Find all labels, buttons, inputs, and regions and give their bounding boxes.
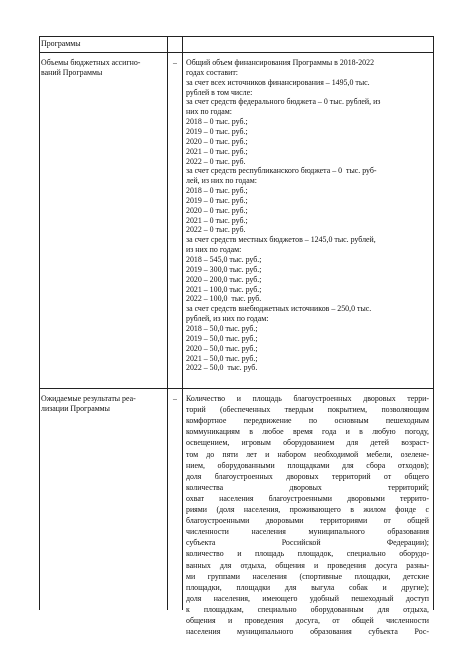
budget-text-line: 2018 – 50,0 тыс. руб.; <box>186 323 258 333</box>
program-passport-table <box>39 36 433 637</box>
budget-text-line: 2020 – 50,0 тыс. руб.; <box>186 343 258 353</box>
budget-text-line: Общий объем финансирования Программы в 2018-2022 <box>186 58 375 67</box>
budget-text-line: лей, из них по годам: <box>186 176 257 186</box>
results-text-line: количества дворовых территорий; <box>186 482 429 492</box>
budget-text-line: 2022 – 0 тыс. руб. <box>186 156 246 166</box>
budget-text-line: них по годам: <box>186 107 232 117</box>
budget-text-line: 2019 – 0 тыс. руб.; <box>186 126 248 136</box>
results-label-line-2: лизации Программы <box>41 403 110 413</box>
budget-text-line: 2019 – 0 тыс. руб.; <box>186 195 248 205</box>
results-label-line-1: Ожидаемые результаты реа- <box>41 394 136 403</box>
budget-text-line: за счет всех источников финансирования – 1495,0 тыс. <box>186 77 370 87</box>
budget-text-line: 2021 – 0 тыс. руб.; <box>186 146 248 156</box>
results-text-line: общения и проведения досуга, от общей численности <box>186 616 429 625</box>
budget-text-line: 2019 – 300,0 тыс. руб.; <box>186 264 262 274</box>
budget-text-line: 2019 – 50,0 тыс. руб.; <box>186 333 258 343</box>
results-text-line: к площадкам, специально оборудованным для отдыха, <box>186 604 429 614</box>
results-text-line: том до пяти лет и набором необходимой мебели, озелене- <box>186 449 429 459</box>
row1-label: Программы <box>41 39 81 48</box>
results-text-line: ми группами населения (спортивные площадки, детские <box>186 571 429 581</box>
table-border-left <box>39 36 40 610</box>
budget-text-line: за счет средств республиканского бюджета – 0 тыс. руб- <box>186 166 377 176</box>
results-text-line: количество и площадь площадок, специально оборудо- <box>186 549 429 559</box>
budget-text-line: 2022 – 50,0 тыс. руб. <box>186 363 258 373</box>
results-text-line: доля населения, имеющего удобный пешеходный доступ <box>186 593 429 603</box>
row-divider-2 <box>39 388 433 389</box>
results-text-line: Количество и площадь благоустроенных дворовых терри- <box>186 394 429 403</box>
budget-dash: – <box>173 58 177 67</box>
column-divider-dash <box>182 36 183 610</box>
budget-text-line: за счет средств внебюджетных источников – 250,0 тыс. <box>186 304 372 314</box>
budget-label-line-2: ваний Программы <box>41 67 103 77</box>
budget-text-line: 2021 – 50,0 тыс. руб.; <box>186 353 258 363</box>
results-text-line: нием, оборудованными площадками для сбора отходов); <box>186 460 429 470</box>
results-text-line: риями (доля населения, проживающего в жилом фонде с <box>186 505 429 514</box>
results-text-line: охват населения благоустроенными дворовыми террито- <box>186 493 429 503</box>
budget-text-line: 2021 – 100,0 тыс. руб.; <box>186 284 262 294</box>
results-text-line: численности населения муниципального образования <box>186 527 429 537</box>
budget-text-line: рублей, из них по годам: <box>186 314 269 324</box>
budget-text-line: годах составит: <box>186 67 238 77</box>
results-text-line: субъекта Российской Федерации); <box>186 538 429 548</box>
results-text-line: торий (обеспеченных твердым покрытием, позволяющим <box>186 405 429 415</box>
results-text-line: комфортное передвижение по основным пешеходным <box>186 416 429 426</box>
table-border-right <box>433 36 434 610</box>
budget-text-line: 2018 – 545,0 тыс. руб.; <box>186 255 262 264</box>
budget-text-line: 2018 – 0 тыс. руб.; <box>186 117 248 127</box>
column-divider-label <box>167 36 168 610</box>
budget-text-line: 2022 – 100,0 тыс. руб. <box>186 294 262 304</box>
budget-text-line: за счет средств местных бюджетов – 1245,0 тыс. рублей, <box>186 235 376 245</box>
results-text-line: ванных для отдыха, общения и проведения досуга разны- <box>186 560 429 570</box>
budget-text-line: 2020 – 200,0 тыс. руб.; <box>186 274 262 284</box>
table-border-top <box>39 36 433 37</box>
budget-text-line: 2020 – 0 тыс. руб.; <box>186 205 248 215</box>
budget-text-line: 2021 – 0 тыс. руб.; <box>186 215 248 225</box>
budget-text-line: из них по годам: <box>186 245 242 255</box>
row-divider-1 <box>39 52 433 53</box>
results-text-line: доля благоустроенных дворовых территорий от общего <box>186 471 429 481</box>
results-text-line: площадки, площадки для выгула собак и другие); <box>186 582 429 592</box>
budget-text-line: 2022 – 0 тыс. руб. <box>186 225 246 235</box>
budget-text-line: 2020 – 0 тыс. руб.; <box>186 136 248 146</box>
budget-text-line: 2018 – 0 тыс. руб.; <box>186 186 248 196</box>
budget-text-line: рублей в том числе: <box>186 87 253 97</box>
results-dash: – <box>173 394 177 403</box>
budget-label-line-1: Объемы бюджетных ассигно- <box>41 58 141 67</box>
results-text-line: населения муниципального образования субъекта Рос- <box>186 627 429 637</box>
budget-text-line: за счет средств федерального бюджета – 0 тыс. рублей, из <box>186 97 381 107</box>
results-text-line: освещением, игровым оборудованием для детей возраст- <box>186 438 429 448</box>
results-text-line: благоустроенными дворовыми территориями от общей <box>186 516 429 526</box>
results-text-line: коммуникациям в любое время года и в любую погоду, <box>186 427 429 437</box>
